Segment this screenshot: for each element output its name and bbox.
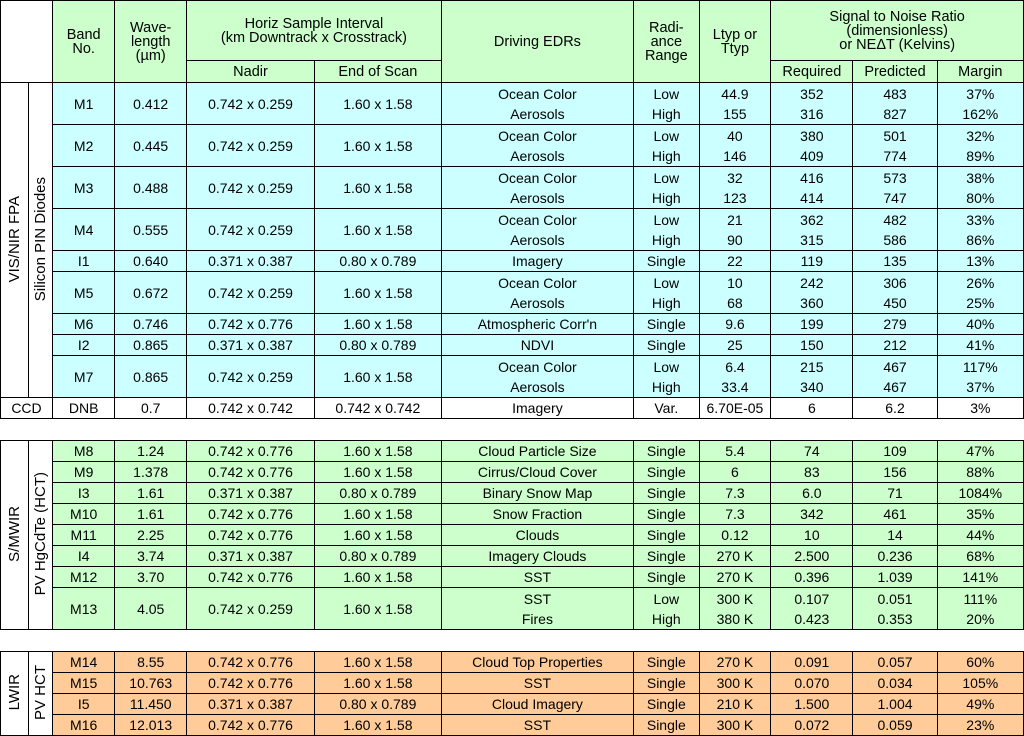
- required-cell: 2.500: [771, 546, 853, 567]
- end-of-scan-cell: 1.60 x 1.58: [314, 272, 441, 314]
- radiance-range-cell: Single: [634, 441, 699, 462]
- ltyp-cell: 7.3: [699, 483, 771, 504]
- nadir-cell: 0.742 x 0.259: [187, 125, 315, 167]
- corner-cell: [1, 1, 53, 83]
- margin-cell: 141%: [937, 567, 1023, 588]
- wavelength-cell: 1.61: [115, 483, 187, 504]
- predicted-cell: 0.034: [853, 673, 937, 694]
- predicted-cell: 156: [853, 462, 937, 483]
- required-cell: 416 414: [771, 167, 853, 209]
- wavelength-cell: 1.378: [115, 462, 187, 483]
- band-no-cell: M10: [52, 504, 114, 525]
- ltyp-cell: 210 K: [699, 694, 771, 715]
- ccd-group-label: CCD: [1, 398, 53, 419]
- predicted-cell: 482 586: [853, 209, 937, 251]
- band-no-cell: M7: [52, 356, 114, 398]
- margin-header: Margin: [937, 61, 1023, 83]
- predicted-cell: 1.039: [853, 567, 937, 588]
- nadir-header: Nadir: [187, 61, 315, 83]
- table-row: [1, 504, 1024, 525]
- nadir-cell: 0.742 x 0.776: [187, 314, 315, 335]
- nadir-cell: 0.742 x 0.776: [187, 504, 315, 525]
- required-cell: 0.070: [771, 673, 853, 694]
- end-of-scan-cell: 1.60 x 1.58: [314, 652, 441, 673]
- required-cell: 10: [771, 525, 853, 546]
- required-cell: 0.091: [771, 652, 853, 673]
- ltyp-cell: 7.3: [699, 504, 771, 525]
- edr-cell: Atmospheric Corr'n: [441, 314, 633, 335]
- margin-cell: 47%: [937, 441, 1023, 462]
- margin-cell: 44%: [937, 525, 1023, 546]
- required-cell: 1.500: [771, 694, 853, 715]
- ltyp-cell: 6.70E-05: [699, 398, 771, 419]
- end-of-scan-cell: 0.80 x 0.789: [314, 483, 441, 504]
- wavelength-cell: 0.672: [115, 272, 187, 314]
- margin-cell: 32% 89%: [937, 125, 1023, 167]
- predicted-cell: 461: [853, 504, 937, 525]
- ltyp-cell: 270 K: [699, 567, 771, 588]
- band-no-cell: I3: [52, 483, 114, 504]
- nadir-cell: 0.742 x 0.259: [187, 272, 315, 314]
- spacer-cell: [1, 630, 1024, 652]
- horiz-interval-header: Horiz Sample Interval (km Downtrack x Crosstrack): [187, 1, 442, 61]
- radiance-range-cell: Low High: [634, 272, 699, 314]
- predicted-cell: 109: [853, 441, 937, 462]
- end-of-scan-cell: 1.60 x 1.58: [314, 715, 441, 736]
- band-no-cell: I5: [52, 694, 114, 715]
- band-no-cell: M9: [52, 462, 114, 483]
- table-row: [1, 546, 1024, 567]
- table-row: [1, 525, 1024, 546]
- band-no-cell: M13: [52, 588, 114, 630]
- lwir-group-label: LWIR: [1, 652, 29, 736]
- nadir-cell: 0.742 x 0.776: [187, 567, 315, 588]
- edr-cell: Ocean Color Aerosols: [441, 83, 633, 125]
- radiance-range-cell: Low High: [634, 83, 699, 125]
- margin-cell: 111% 20%: [937, 588, 1023, 630]
- smwir-detector-label: PV HgCdTe (HCT): [29, 441, 53, 630]
- predicted-cell: 212: [853, 335, 937, 356]
- predicted-cell: 573 747: [853, 167, 937, 209]
- end-of-scan-cell: 1.60 x 1.58: [314, 356, 441, 398]
- predicted-cell: 6.2: [853, 398, 937, 419]
- table-row: [1, 715, 1024, 736]
- margin-cell: 38% 80%: [937, 167, 1023, 209]
- edr-cell: Clouds: [441, 525, 633, 546]
- ltyp-cell: 10 68: [699, 272, 771, 314]
- edr-cell: Cloud Imagery: [441, 694, 633, 715]
- radiance-range-cell: Single: [634, 673, 699, 694]
- lwir-detector-label: PV HCT: [29, 652, 53, 736]
- edr-cell: Cloud Top Properties: [441, 652, 633, 673]
- band-no-cell: I1: [52, 251, 114, 272]
- ltyp-cell: 32 123: [699, 167, 771, 209]
- radiance-range-cell: Low High: [634, 209, 699, 251]
- predicted-cell: 71: [853, 483, 937, 504]
- radiance-range-cell: Low High: [634, 125, 699, 167]
- margin-cell: 41%: [937, 335, 1023, 356]
- nadir-cell: 0.371 x 0.387: [187, 694, 315, 715]
- ltyp-cell: 22: [699, 251, 771, 272]
- required-cell: 150: [771, 335, 853, 356]
- predicted-header: Predicted: [853, 61, 937, 83]
- group-spacer: [1, 419, 1024, 441]
- wavelength-cell: 4.05: [115, 588, 187, 630]
- edr-cell: Ocean Color Aerosols: [441, 209, 633, 251]
- ltyp-cell: 9.6: [699, 314, 771, 335]
- edr-cell: Ocean Color Aerosols: [441, 356, 633, 398]
- predicted-cell: 0.059: [853, 715, 937, 736]
- end-of-scan-cell: 1.60 x 1.58: [314, 125, 441, 167]
- predicted-cell: 135: [853, 251, 937, 272]
- edr-cell: Imagery: [441, 251, 633, 272]
- wavelength-cell: 0.640: [115, 251, 187, 272]
- band-no-cell: M6: [52, 314, 114, 335]
- ltyp-cell: 0.12: [699, 525, 771, 546]
- band-no-cell: M11: [52, 525, 114, 546]
- wavelength-cell: 10.763: [115, 673, 187, 694]
- ltyp-cell: 25: [699, 335, 771, 356]
- wavelength-cell: 12.013: [115, 715, 187, 736]
- table-row: [1, 356, 1024, 398]
- wavelength-cell: 3.70: [115, 567, 187, 588]
- margin-cell: 35%: [937, 504, 1023, 525]
- end-of-scan-header: End of Scan: [314, 61, 441, 83]
- margin-cell: 37% 162%: [937, 83, 1023, 125]
- ltyp-cell: 270 K: [699, 652, 771, 673]
- margin-cell: 1084%: [937, 483, 1023, 504]
- end-of-scan-cell: 1.60 x 1.58: [314, 441, 441, 462]
- radiance-range-cell: Low High: [634, 167, 699, 209]
- table-row: [1, 398, 1024, 419]
- predicted-cell: 0.057: [853, 652, 937, 673]
- predicted-cell: 14: [853, 525, 937, 546]
- edr-cell: Ocean Color Aerosols: [441, 167, 633, 209]
- ltyp-cell: 21 90: [699, 209, 771, 251]
- radiance-range-header: Radi- ance Range: [634, 1, 699, 83]
- band-no-cell: M1: [52, 83, 114, 125]
- band-no-cell: M3: [52, 167, 114, 209]
- band-no-cell: M8: [52, 441, 114, 462]
- required-cell: 352 316: [771, 83, 853, 125]
- band-no-cell: M2: [52, 125, 114, 167]
- edr-cell: SST: [441, 567, 633, 588]
- band-no-cell: M12: [52, 567, 114, 588]
- margin-cell: 26% 25%: [937, 272, 1023, 314]
- nadir-cell: 0.742 x 0.776: [187, 715, 315, 736]
- nadir-cell: 0.371 x 0.387: [187, 335, 315, 356]
- end-of-scan-cell: 0.80 x 0.789: [314, 694, 441, 715]
- radiance-range-cell: Single: [634, 462, 699, 483]
- radiance-range-cell: Single: [634, 652, 699, 673]
- margin-cell: 68%: [937, 546, 1023, 567]
- radiance-range-cell: Single: [634, 525, 699, 546]
- ltyp-cell: 300 K: [699, 673, 771, 694]
- band-no-cell: M15: [52, 673, 114, 694]
- ltyp-cell: 6: [699, 462, 771, 483]
- required-cell: 215 340: [771, 356, 853, 398]
- wavelength-cell: 3.74: [115, 546, 187, 567]
- end-of-scan-cell: 0.80 x 0.789: [314, 335, 441, 356]
- table-row: [1, 673, 1024, 694]
- required-cell: 362 315: [771, 209, 853, 251]
- spacer-cell: [1, 419, 1024, 441]
- ltyp-cell: 300 K: [699, 715, 771, 736]
- band-no-cell: I4: [52, 546, 114, 567]
- vis-nir-group-label: VIS/NIR FPA: [1, 83, 29, 398]
- band-no-cell: M5: [52, 272, 114, 314]
- wavelength-cell: 0.746: [115, 314, 187, 335]
- edr-cell: SST: [441, 715, 633, 736]
- end-of-scan-cell: 1.60 x 1.58: [314, 567, 441, 588]
- wavelength-cell: 8.55: [115, 652, 187, 673]
- ltyp-cell: 44.9 155: [699, 83, 771, 125]
- radiance-range-cell: Low High: [634, 588, 699, 630]
- nadir-cell: 0.742 x 0.776: [187, 525, 315, 546]
- wavelength-header: Wave- length (µm): [115, 1, 187, 83]
- table-row: [1, 167, 1024, 209]
- edr-cell: Cirrus/Cloud Cover: [441, 462, 633, 483]
- table-row: [1, 125, 1024, 167]
- margin-cell: 88%: [937, 462, 1023, 483]
- band-no-cell: M14: [52, 652, 114, 673]
- nadir-cell: 0.742 x 0.259: [187, 167, 315, 209]
- edr-cell: Snow Fraction: [441, 504, 633, 525]
- radiance-range-cell: Single: [634, 335, 699, 356]
- edr-cell: Cloud Particle Size: [441, 441, 633, 462]
- ltyp-cell: 300 K 380 K: [699, 588, 771, 630]
- edr-cell: Imagery Clouds: [441, 546, 633, 567]
- radiance-range-cell: Single: [634, 483, 699, 504]
- edr-cell: Ocean Color Aerosols: [441, 272, 633, 314]
- nadir-cell: 0.742 x 0.259: [187, 588, 315, 630]
- edr-cell: SST: [441, 673, 633, 694]
- edr-cell: SST Fires: [441, 588, 633, 630]
- table-row: [1, 483, 1024, 504]
- snr-header: Signal to Noise Ratio (dimensionless) or NEΔT (Kelvins): [771, 1, 1024, 61]
- edr-cell: NDVI: [441, 335, 633, 356]
- required-cell: 74: [771, 441, 853, 462]
- table-row: [1, 441, 1024, 462]
- required-cell: 119: [771, 251, 853, 272]
- edr-cell: Ocean Color Aerosols: [441, 125, 633, 167]
- predicted-cell: 483 827: [853, 83, 937, 125]
- wavelength-cell: 0.488: [115, 167, 187, 209]
- table-row: [1, 314, 1024, 335]
- required-cell: 6.0: [771, 483, 853, 504]
- band-no-cell: M4: [52, 209, 114, 251]
- required-cell: 0.107 0.423: [771, 588, 853, 630]
- margin-cell: 117% 37%: [937, 356, 1023, 398]
- wavelength-cell: 0.445: [115, 125, 187, 167]
- radiance-range-cell: Low High: [634, 356, 699, 398]
- table-row: [1, 588, 1024, 630]
- required-cell: 380 409: [771, 125, 853, 167]
- radiance-range-cell: Single: [634, 694, 699, 715]
- ltyp-cell: 6.4 33.4: [699, 356, 771, 398]
- required-cell: 6: [771, 398, 853, 419]
- end-of-scan-cell: 0.742 x 0.742: [314, 398, 441, 419]
- radiance-range-cell: Single: [634, 314, 699, 335]
- radiance-range-cell: Single: [634, 715, 699, 736]
- nadir-cell: 0.742 x 0.776: [187, 673, 315, 694]
- table-row: [1, 272, 1024, 314]
- required-cell: 342: [771, 504, 853, 525]
- required-cell: 0.072: [771, 715, 853, 736]
- band-no-cell: M16: [52, 715, 114, 736]
- wavelength-cell: 1.24: [115, 441, 187, 462]
- smwir-group-label: S/MWIR: [1, 441, 29, 630]
- end-of-scan-cell: 1.60 x 1.58: [314, 462, 441, 483]
- margin-cell: 3%: [937, 398, 1023, 419]
- table-row: [1, 83, 1024, 125]
- wavelength-cell: 0.865: [115, 335, 187, 356]
- wavelength-cell: 0.555: [115, 209, 187, 251]
- wavelength-cell: 0.412: [115, 83, 187, 125]
- table-row: [1, 694, 1024, 715]
- ltyp-cell: 270 K: [699, 546, 771, 567]
- ltyp-cell: 5.4: [699, 441, 771, 462]
- edr-cell: Imagery: [441, 398, 633, 419]
- nadir-cell: 0.742 x 0.776: [187, 462, 315, 483]
- end-of-scan-cell: 1.60 x 1.58: [314, 588, 441, 630]
- wavelength-cell: 2.25: [115, 525, 187, 546]
- nadir-cell: 0.371 x 0.387: [187, 546, 315, 567]
- wavelength-cell: 0.865: [115, 356, 187, 398]
- nadir-cell: 0.742 x 0.776: [187, 441, 315, 462]
- predicted-cell: 0.236: [853, 546, 937, 567]
- radiance-range-cell: Single: [634, 504, 699, 525]
- required-header: Required: [771, 61, 853, 83]
- end-of-scan-cell: 1.60 x 1.58: [314, 504, 441, 525]
- wavelength-cell: 0.7: [115, 398, 187, 419]
- margin-cell: 60%: [937, 652, 1023, 673]
- nadir-cell: 0.742 x 0.776: [187, 652, 315, 673]
- table-row: [1, 567, 1024, 588]
- predicted-cell: 501 774: [853, 125, 937, 167]
- margin-cell: 13%: [937, 251, 1023, 272]
- required-cell: 242 360: [771, 272, 853, 314]
- required-cell: 0.396: [771, 567, 853, 588]
- radiance-range-cell: Var.: [634, 398, 699, 419]
- nadir-cell: 0.371 x 0.387: [187, 483, 315, 504]
- driving-edrs-header: Driving EDRs: [441, 1, 633, 83]
- edr-cell: Binary Snow Map: [441, 483, 633, 504]
- nadir-cell: 0.742 x 0.259: [187, 83, 315, 125]
- radiance-range-cell: Single: [634, 567, 699, 588]
- margin-cell: 33% 86%: [937, 209, 1023, 251]
- margin-cell: 49%: [937, 694, 1023, 715]
- margin-cell: 40%: [937, 314, 1023, 335]
- end-of-scan-cell: 1.60 x 1.58: [314, 673, 441, 694]
- predicted-cell: 1.004: [853, 694, 937, 715]
- predicted-cell: 467 467: [853, 356, 937, 398]
- table-row: [1, 251, 1024, 272]
- band-no-cell: DNB: [52, 398, 114, 419]
- end-of-scan-cell: 1.60 x 1.58: [314, 209, 441, 251]
- band-no-header: Band No.: [52, 1, 114, 83]
- end-of-scan-cell: 1.60 x 1.58: [314, 83, 441, 125]
- nadir-cell: 0.742 x 0.259: [187, 209, 315, 251]
- radiance-range-cell: Single: [634, 546, 699, 567]
- nadir-cell: 0.742 x 0.742: [187, 398, 315, 419]
- margin-cell: 23%: [937, 715, 1023, 736]
- end-of-scan-cell: 0.80 x 0.789: [314, 546, 441, 567]
- vis-nir-detector-label: Silicon PIN Diodes: [29, 83, 53, 398]
- ltyp-cell: 40 146: [699, 125, 771, 167]
- predicted-cell: 279: [853, 314, 937, 335]
- nadir-cell: 0.742 x 0.259: [187, 356, 315, 398]
- end-of-scan-cell: 1.60 x 1.58: [314, 314, 441, 335]
- end-of-scan-cell: 1.60 x 1.58: [314, 167, 441, 209]
- wavelength-cell: 1.61: [115, 504, 187, 525]
- required-cell: 83: [771, 462, 853, 483]
- margin-cell: 105%: [937, 673, 1023, 694]
- table-row: [1, 652, 1024, 673]
- predicted-cell: 306 450: [853, 272, 937, 314]
- radiance-range-cell: Single: [634, 251, 699, 272]
- ltyp-header: Ltyp or Ttyp: [699, 1, 771, 83]
- group-spacer: [1, 630, 1024, 652]
- end-of-scan-cell: 0.80 x 0.789: [314, 251, 441, 272]
- nadir-cell: 0.371 x 0.387: [187, 251, 315, 272]
- table-row: [1, 335, 1024, 356]
- end-of-scan-cell: 1.60 x 1.58: [314, 525, 441, 546]
- wavelength-cell: 11.450: [115, 694, 187, 715]
- table-row: [1, 462, 1024, 483]
- table-row: [1, 209, 1024, 251]
- required-cell: 199: [771, 314, 853, 335]
- band-no-cell: I2: [52, 335, 114, 356]
- predicted-cell: 0.051 0.353: [853, 588, 937, 630]
